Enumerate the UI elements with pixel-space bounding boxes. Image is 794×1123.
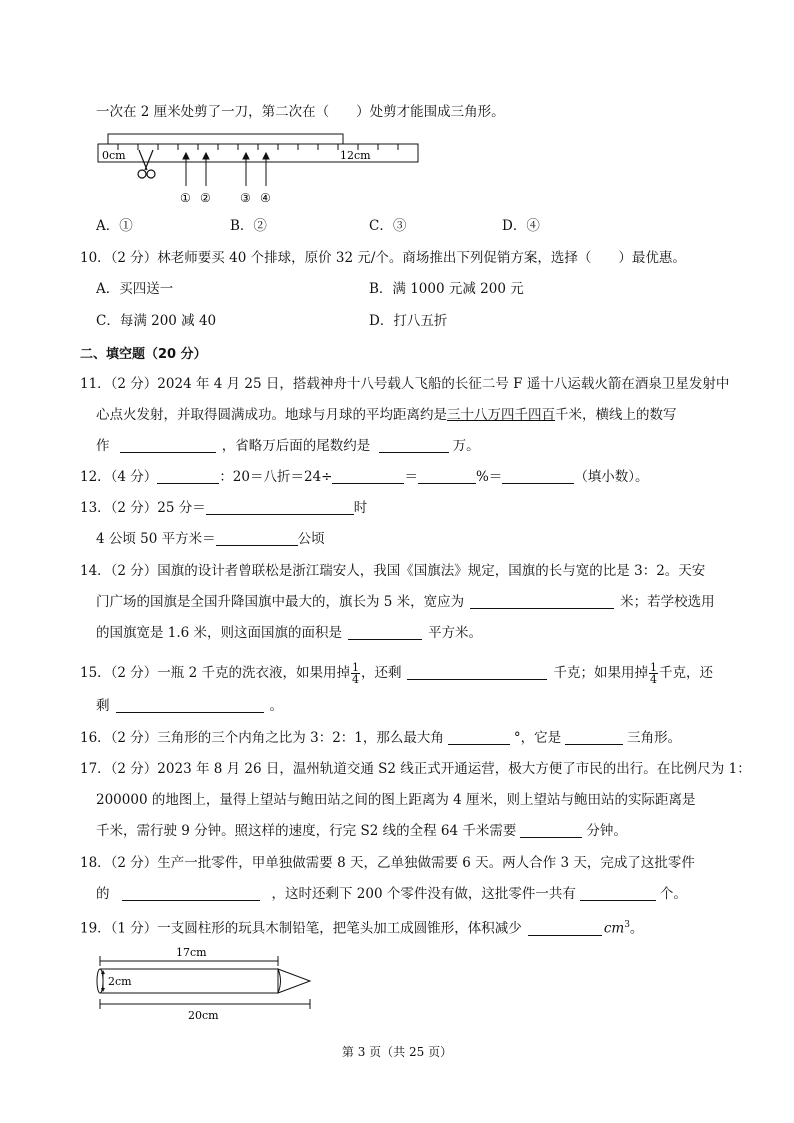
q11-underlined-number: 三十八万四千四百 [447,407,555,423]
marker-4: ④ [260,191,271,205]
q14-blank-2[interactable] [348,625,422,640]
q9-option-d[interactable]: D．④ [502,218,540,234]
q15-fraction-1: $\frac{1}{4}$ [351,661,359,686]
q9-option-a[interactable]: A．① [96,218,133,234]
q18-line1: 18．（2 分）生产一批零件，甲单独做需要 8 天，乙单独做需要 6 天。两人合作 3 天，完成了这批零件 [80,855,695,871]
q15-blank-2[interactable] [116,698,264,713]
q12-blank-2[interactable] [332,469,404,484]
dim-bottom-label: 20cm [188,1009,219,1022]
q13-line1: 13．（2 分）25 分＝ 时 [80,500,368,516]
marker-2: ② [200,191,211,205]
q9-text: 一次在 2 厘米处剪了一刀，第二次在（ ）处剪才能围成三角形。 [96,104,505,120]
q12-line: 12．（4 分） ：20＝八折＝24÷ ＝ %＝ （填小数）。 [80,469,649,485]
ruler-figure [96,128,426,208]
section-title: 二、填空题（20 分） [80,347,207,362]
q16-blank-2[interactable] [565,730,623,745]
q17-line3: 千米，需行驶 9 分钟。照这样的速度，行完 S2 线的全程 64 千米需要 分钟。 [96,823,627,839]
q11-blank-2[interactable] [379,438,449,453]
pencil-figure [96,944,326,1022]
q14-blank-1[interactable] [470,594,614,609]
marker-3: ③ [240,191,251,205]
q12-blank-4[interactable] [502,469,574,484]
q18-blank-1[interactable] [122,886,260,901]
q16-line: 16．（2 分）三角形的三个内角之比为 3：2：1，那么最大角 °，它是 三角形。 [80,730,682,746]
q15-line1: 15．（2 分）一瓶 2 千克的洗衣液，如果用掉 $\frac{1}{4}$ ，还剩 千克；如果用掉 $\frac{1}{4}$ 千克，还 [80,661,713,686]
q17-line2: 200000 的地图上，量得上望站与鲍田站之间的图上距离为 4 厘米，则上望站与鲍田站的实际距离是 [96,792,696,808]
q18-blank-2[interactable] [580,886,656,901]
q11-line1: 11．（2 分）2024 年 4 月 25 日，搭载神舟十八号载人飞船的长征二号 F 遥十八运载火箭在酒泉卫星发射中 [80,376,730,392]
q10-option-c[interactable]: C．每满 200 减 40 [96,313,217,329]
q12-blank-3[interactable] [418,469,476,484]
q13-blank-2[interactable] [216,531,298,546]
q10-option-d[interactable]: D．打八五折 [369,313,448,329]
q13-blank-1[interactable] [206,500,354,515]
q14-line3: 的国旗宽是 1.6 米，则这面国旗的面积是 平方米。 [96,625,483,641]
q11-line2: 心点火发射，并取得圆满成功。地球与月球的平均距离约是三十八万四千四百千米，横线上的数写 [96,407,677,423]
pencil-tip [278,969,310,993]
dim-left-label: 2cm [108,975,132,988]
q17-line1: 17．（2 分）2023 年 8 月 26 日，温州轨道交通 S2 线正式开通运营，极大方便了市民的出行。在比例尺为 1： [80,761,751,777]
q10-option-b[interactable]: B．满 1000 元减 200 元 [369,281,524,297]
q14-line2: 门广场的国旗是全国升降国旗中最大的，旗长为 5 米，宽应为 米；若学校选用 [96,594,715,610]
q16-blank-1[interactable] [448,730,510,745]
q10-option-a[interactable]: A．买四送一 [96,281,174,297]
q13-line2: 4 公顷 50 平方米＝ 公顷 [96,531,325,547]
q14-line1: 14．（2 分）国旗的设计者曾联松是浙江瑞安人，我国《国旗法》规定，国旗的长与宽的比是 3：2。天安 [80,563,706,579]
dim-top-label: 17cm [176,946,207,959]
marker-1: ① [180,191,191,205]
ruler-end-label: 12cm [340,149,371,162]
q19-line: 19．（1 分）一支圆柱形的玩具木制铅笔，把笔头加工成圆锥形，体积减少 $cm^3$。 [80,920,644,937]
q12-blank-1[interactable] [157,469,219,484]
q19-blank[interactable] [528,921,602,936]
q10-text: 10．（2 分）林老师要买 40 个排球，原价 32 元/个。商场推出下列促销方案，选择（ ）最优惠。 [80,250,686,266]
q18-line2: 的 ，这时还剩下 200 个零件没有做，这批零件一共有 个。 [96,886,687,902]
page-footer: 第 3 页（共 25 页） [341,1045,453,1059]
q9-option-c[interactable]: C．③ [369,218,407,234]
q11-line3: 作 ，省略万后面的尾数约是 万。 [96,438,480,454]
ruler-start-label: 0cm [102,149,126,162]
q9-option-b[interactable]: B．② [230,218,267,234]
q11-blank-1[interactable] [120,438,216,453]
q15-blank-1[interactable] [407,665,547,680]
q15-fraction-2: $\frac{1}{4}$ [649,661,657,686]
q15-line2: 剩 。 [96,698,283,714]
q17-blank[interactable] [520,823,582,838]
